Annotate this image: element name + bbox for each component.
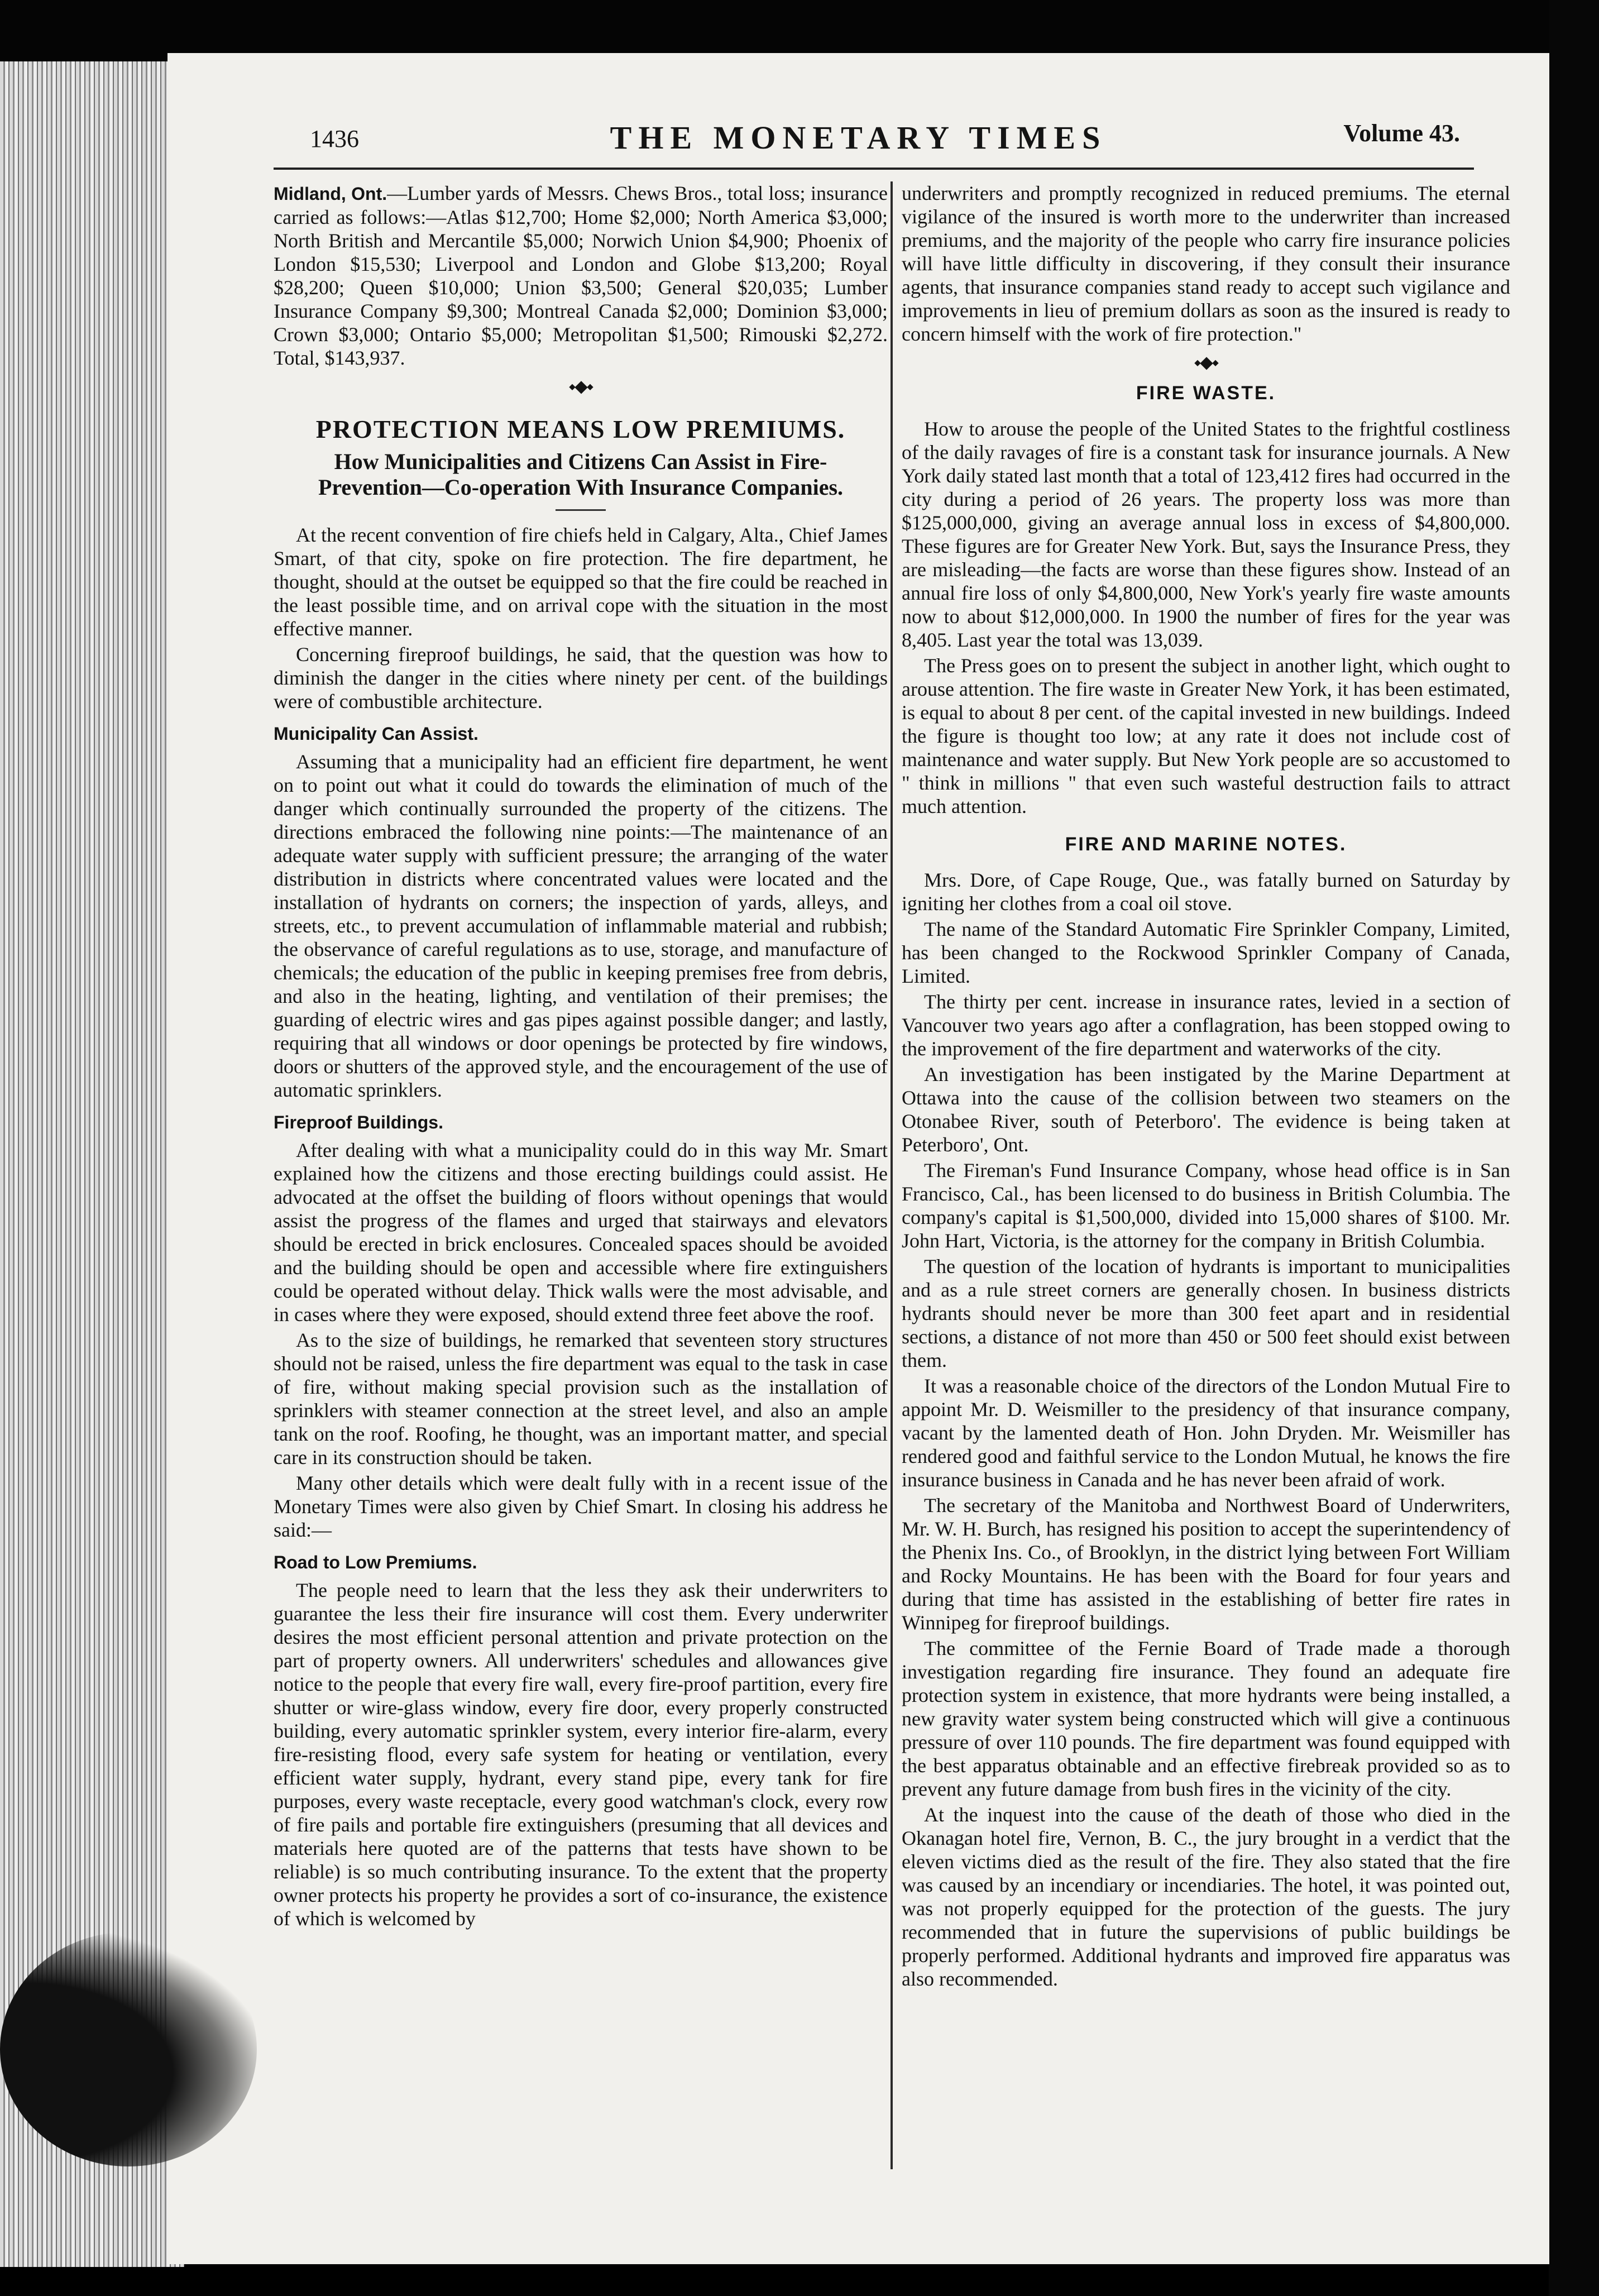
note-item: The name of the Standard Automatic Fire Sprinkler Company, Limited, has been changed to the Rockwood Sprinkler Company of Canada, Limited.	[902, 918, 1510, 987]
note-item: The thirty per cent. increase in insurance rates, levied in a section of Vancouver two years ago after a conflagration, has been stopped owing to the improvement of the fire department and waterworks of the city.	[902, 991, 1510, 1060]
subheading-road: Road to Low Premiums.	[274, 1552, 477, 1572]
scan-border-top	[0, 0, 1599, 61]
short-rule	[556, 509, 606, 511]
midland-heading: Midland, Ont.	[274, 184, 387, 204]
note-item: At the inquest into the cause of the death of those who died in the Okanagan hotel fire, Vernon, B. C., the jury brought in a verdict that the eleven victims died as the result of the fire. They also stated that the fire was caused by an incendiary or incendiaries. The hotel, it was pointed out, was not properly equipped for the protection of the guests. The jury recommended that in future the supervisions of public buildings be properly performed. Additional hydrants and improved fire apparatus was also recommended.	[902, 1804, 1510, 1990]
note-item: The committee of the Fernie Board of Trade made a thorough investigation regarding fire insurance. They found an adequate fire protection system in existence, that more hydrants were being installed, a new gravity water system being constructed which will give a continuous pressure of over 110 pounds. The fire department was found equipped with the best apparatus obtainable and an effective firebreak provided so as to prevent any future damage from bush fires in the vicinity of the city.	[902, 1637, 1510, 1800]
volume-label: Volume 43.	[1343, 119, 1460, 147]
ornament-divider: ⬩⬥⬩	[568, 376, 593, 397]
column-divider	[891, 181, 893, 2169]
subheading-fireproof: Fireproof Buildings.	[274, 1112, 443, 1132]
page-number: 1436	[310, 125, 359, 152]
note-item: The question of the location of hydrants is important to municipalities and as a rule street corners are generally chosen. In business districts hydrants should never be more than 300 feet apart and in residential sections, a distance of not more than 450 or 500 feet should exist between them.	[902, 1255, 1510, 1371]
scan-border-right	[1549, 0, 1599, 2296]
article-paragraph: How to arouse the people of the United States to the frightful costliness of the daily ravages of fire is a constant task for insurance journals. A New York daily stated last month that a total of 123,412 fires had occurred in the city during a period of 26 years. The property loss was more than $125,000,000, giving an average annual loss in excess of $4,800,000. These figures are for Greater New York. But, says the Insurance Press, they are misleading—the facts are worse than these figures show. Instead of an annual fire loss of only $4,800,000, New York's yearly fire waste amounts now to about $12,000,000. In 1900 the number of fires for the year was 8,405. Last year the total was 13,039.	[902, 418, 1510, 651]
newspaper-page	[167, 53, 1549, 2264]
journal-title: THE MONETARY TIMES	[610, 119, 1107, 156]
article-paragraph: The people need to learn that the less they ask their underwriters to guarantee the less their fire insurance will cost them. Every underwriter desires the most efficient personal attention and private protection on the part of property owners. All underwriters' schedules and allowances give notice to the people that every fire wall, every fire-proof partition, every fire shutter or wire-glass window, every fire door, every properly constructed building, every automatic sprinkler system, every interior fire-alarm, every fire-resisting flood, every safe system for heating or ventilation, every efficient water supply, hydrant, every stand pipe, every tank for fire purposes, every waste receptacle, every good watchman's clock, every row of fire pails and portable fire extinguishers (presuming that all devices and materials here quoted are of the patterns that tests have shown to be reliable) is so much contributing insurance. To the extent that the property owner protects his property he provides a sort of co-insurance, the existence of which is welcomed by	[274, 1579, 888, 1930]
ornament-divider: ⬩⬥⬩	[1194, 352, 1218, 373]
note-item: Mrs. Dore, of Cape Rouge, Que., was fatally burned on Saturday by igniting her clothes from a coal oil stove.	[902, 869, 1510, 915]
midland-paragraph	[274, 181, 888, 370]
article-paragraph: Many other details which were dealt fully with in a recent issue of the Monetary Times were also given by Chief Smart. In closing his address he said:—	[274, 1472, 888, 1541]
article-paragraph: Assuming that a municipality had an efficient fire department, he went on to point out what it could do towards the elimination of much of the danger which continually surrounded the property of the citizens. The directions embraced the following nine points:—The maintenance of an adequate water supply with sufficient pressure; the arranging of the water distribution in districts where concentrated values were located and the installation of hydrants on corners; the inspection of yards, alleys, and streets, etc., to prevent accumulation of inflammable material and rubbish; the observance of careful regulations as to use, storage, and manufacture of chemicals; the education of the public in keeping premises free from debris, and also in the heating, lighting, and ventilation of their premises; the guarding of electric wires and gas pipes against possible danger; and lastly, requiring that all windows or door openings be protected by fire windows, doors or shutters of the approved style, and the encouragement of the use of automatic sprinklers.	[274, 750, 888, 1101]
section-heading-notes: FIRE AND MARINE NOTES.	[1065, 834, 1347, 855]
note-item: An investigation has been instigated by the Marine Department at Ottawa into the cause of the collision between two steamers on the Otonabee River, south of Peterboro'. The evidence is being taken at Peterboro', Ont.	[902, 1063, 1510, 1156]
note-item: The Fireman's Fund Insurance Company, whose head office is in San Francisco, Cal., has been licensed to do business in British Columbia. The company's capital is $1,500,000, divided into 15,000 shares of $100. Mr. John Hart, Victoria, is the attorney for the company in British Columbia.	[902, 1159, 1510, 1252]
scan-thumb-shadow	[0, 1932, 257, 2166]
article-deck: How Municipalities and Citizens Can Assist in Fire-Prevention—Co-operation With Insurance Companies.	[318, 449, 844, 500]
left-column	[274, 181, 888, 1933]
section-heading-fire-waste: FIRE WASTE.	[1136, 382, 1276, 404]
midland-text: —Lumber yards of Messrs. Chews Bros., total loss; insurance carried as follows:—Atlas $12,700; Home $2,000; North America $3,000; North British and Mercantile $5,000; Norwich Union $4,900; Phoenix of London $15,530; Liverpool and London and Globe $13,200; Royal $28,200; Queen $10,000; Union $3,500; General $20,035; Lumber Insurance Company $9,300; Montreal Canada $2,000; Dominion $3,000; Crown $3,000; Ontario $5,000; Metropolitan $1,500; Rimouski $2,272. Total, $143,937.	[274, 182, 888, 369]
article-paragraph: As to the size of buildings, he remarked that seventeen story structures should not be raised, unless the fire department was equal to the task in case of fire, without making special provision such as the installation of sprinklers with steamer connection at the street level, and also an ample tank on the roof. Roofing, he thought, was an important matter, and special care in its construction should be taken.	[274, 1329, 888, 1469]
header-rule	[274, 168, 1474, 170]
article-headline: PROTECTION MEANS LOW PREMIUMS.	[315, 415, 846, 443]
article-continuation: underwriters and promptly recognized in reduced premiums. The eternal vigilance of the insured is worth more to the underwriter than increased premiums, and the majority of the people who carry fire insurance policies will have little difficulty in discovering, if they consult their insurance agents, that insurance companies stand ready to accept such vigilance and improvements in lieu of premium dollars as soon as the insured is ready to concern himself with the work of fire protection."	[902, 182, 1510, 345]
note-item: The secretary of the Manitoba and Northwest Board of Underwriters, Mr. W. H. Burch, has resigned his position to accept the superintendency of the Phenix Ins. Co., of Brooklyn, in the district lying between Fort William and Rocky Mountains. He has been with the Board for four years and during that time has assisted in the establishing of better fire rates in Winnipeg for fireproof buildings.	[902, 1494, 1510, 1634]
article-paragraph: Concerning fireproof buildings, he said, that the question was how to diminish the danger in the cities where ninety per cent. of the buildings were of combustible architecture.	[274, 643, 888, 712]
article-paragraph: After dealing with what a municipality could do in this way Mr. Smart explained how the citizens and those erecting buildings could assist. He advocated at the offset the building of floors without openings that would assist the progress of the flames and urged that stairways and elevators should be erected in brick enclosures. Concealed spaces should be avoided and the building should be open and accessible where fire extinguishers could be operated without delay. Thick walls were the most advisable, and in cases where they were exposed, should extend three feet above the roof.	[274, 1139, 888, 1326]
subheading-municipality: Municipality Can Assist.	[274, 724, 478, 744]
right-column	[902, 181, 1510, 1993]
article-paragraph: At the recent convention of fire chiefs held in Calgary, Alta., Chief James Smart, of that city, spoke on fire protection. The fire department, he thought, should at the outset be equipped so that the fire could be reached in the least possible time, and on arrival cope with the situation in the most effective manner.	[274, 524, 888, 640]
article-paragraph: The Press goes on to present the subject in another light, which ought to arouse attention. The fire waste in Greater New York, it has been estimated, is equal to about 8 per cent. of the capital invested in new buildings. Indeed the figure is thought too low; at any rate it does not include cost of maintenance and water supply. But New York people are so accustomed to " think in millions " that even such wasteful destruction fails to attract much attention.	[902, 654, 1510, 817]
note-item: It was a reasonable choice of the directors of the London Mutual Fire to appoint Mr. D. Weismiller to the presidency of that insurance company, vacant by the lamented death of Hon. John Dryden. Mr. Weismiller has rendered good and faithful service to the London Mutual, he knows the fire insurance business in Canada and he has never been afraid of work.	[902, 1375, 1510, 1491]
